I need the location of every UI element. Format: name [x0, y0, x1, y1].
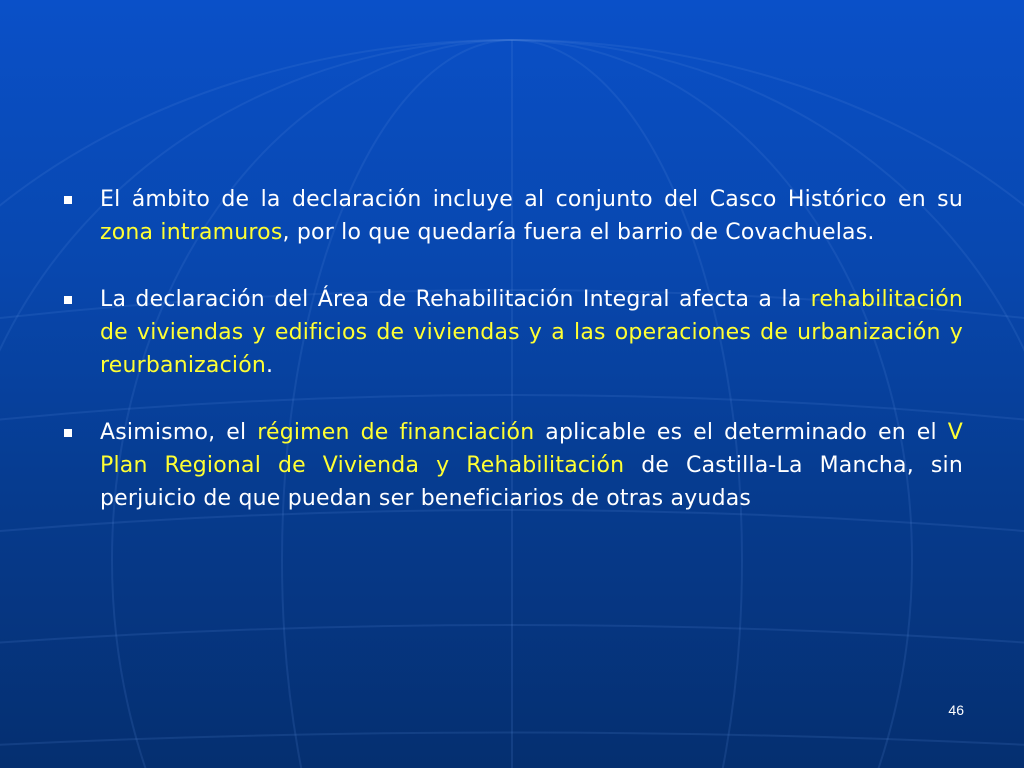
page-number: 46: [948, 702, 964, 718]
bullet-text: de Castilla-La Mancha, sin perjuicio de que puedan ser beneficiarios de otras ayudas: [100, 453, 963, 511]
bullet-text: Asimismo, el: [100, 420, 258, 445]
square-bullet-icon: [64, 296, 72, 304]
bullet-text: , por lo que quedaría fuera el barrio de Covachuelas.: [282, 220, 875, 245]
bullet-text: El ámbito de la declaración incluye al conjunto del Casco Histórico en su: [100, 187, 963, 212]
square-bullet-icon: [64, 429, 72, 437]
bullet-text: La declaración del Área de Rehabilitación Integral afecta a la: [100, 287, 811, 312]
square-bullet-icon: [64, 196, 72, 204]
highlighted-term: régimen de financiación: [257, 420, 535, 445]
bullet-text: aplicable es el determinado en el: [534, 420, 948, 445]
highlighted-term: rehabilitación de viviendas y edificios de viviendas y a las operaciones de urbanización y reurbanización: [100, 287, 963, 378]
bullet-item-2: [58, 283, 963, 382]
bullet-list: [58, 183, 963, 549]
bullet-text: .: [266, 353, 274, 378]
highlighted-term: V Plan Regional de Vivienda y Rehabilitación: [100, 420, 963, 478]
highlighted-term: zona intramuros: [100, 220, 283, 245]
bullet-item-1: [58, 183, 963, 249]
bullet-item-3: [58, 416, 963, 515]
